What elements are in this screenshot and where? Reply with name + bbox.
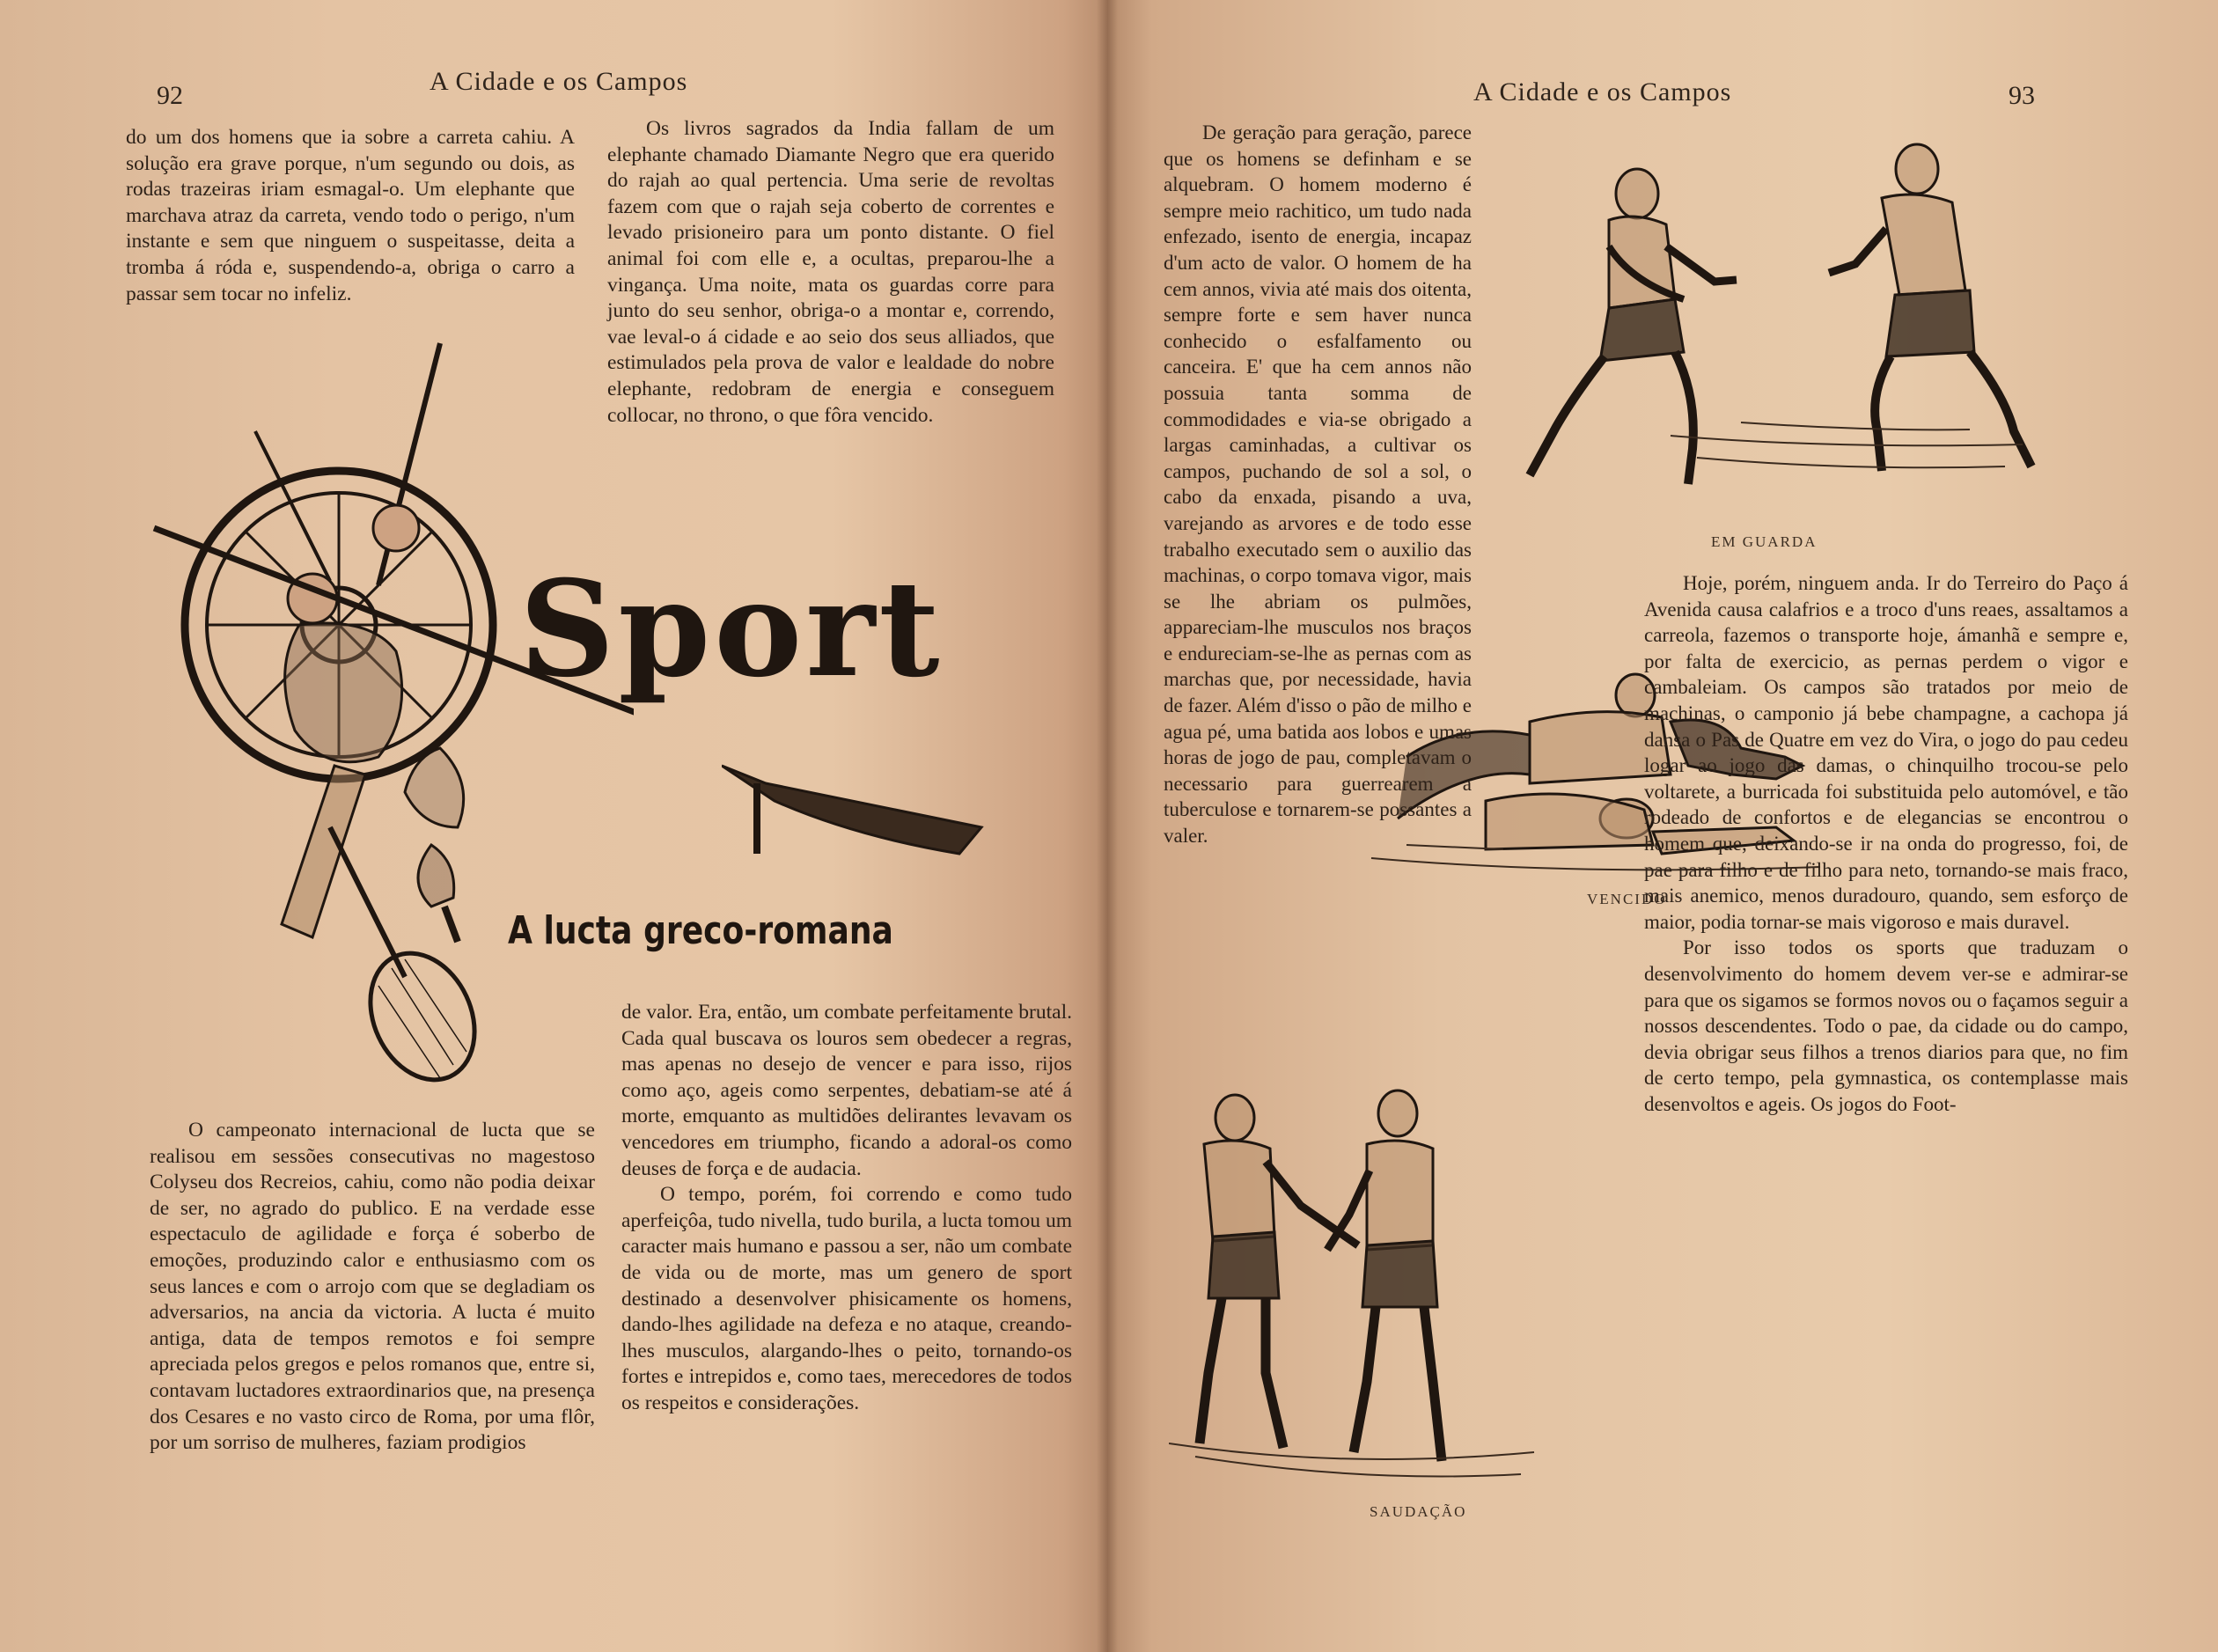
left-col1-bottom [150, 1118, 595, 1457]
wrestlers-en-garde-illustration [1477, 132, 2040, 502]
paragraph: De geração para geração, parece que os homens se definham e se alquebram. O homem moderno é sempre meio rachitico, um tudo nada enfezado, isento de energia, incapaz d'um acto de valor. O homem de ha cem annos, vivia até mais dos oitenta, sempre forte e sem haver nunca conhecido o esfalfamento ou canceira. E' que ha cem annos não possuia tanta somma de commodidades e via-se obrigado a largas caminhadas, a cultivar os campos, puchando de sol a sol, o cabo da enxada, pisando a uva, varejando as arvores e de todo esse trabalho executado sem o auxilio das machinas, o corpo tomava vigor, mais se lhe abriam os pulmões, appareciam-lhe musculos nos braços e endureciam-se-lhe as pernas com as marchas que, por necessidade, havia de fazer. Além d'isso o pão de milho e agua pé, uma batida aos lobos e umas horas de jogo de pau, completavam o necessario para guerrearem a tuberculose e tornarem-se possantes a valer. [1164, 121, 1472, 848]
right-col2 [1644, 570, 2128, 1117]
paragraph: Os livros sagrados da India fallam de um elephante chamado Diamante Negro que era querido do rajah ao qual pertencia. Uma serie de revoltas fazem com que o rajah seja coberto de correntes e levado prisioneiro para um ponto distante. O fiel animal foi com elle e, a ocultas, preparou-lhe a vingança. Uma noite, mata os guardas corre para junto do seu senhor, obriga-o a montar e, correndo, vae leval-o á cidade e ao seio dos seus alliados, que estimulados pela prova de valor e lealdade do nobre elephante, redobram de energia e conseguem collocar, no throno, o que fôra vencido. [607, 117, 1054, 427]
left-col2-top [607, 116, 1054, 429]
left-col2-bottom [621, 1000, 1072, 1417]
paragraph: do um dos homens que ia sobre a carreta cahiu. A solução era grave porque, n'um segundo ou dois, as rodas trazeiras iriam esmagal-o. Um elephante que marchava atraz da carreta, vendo todo o perigo, n'um instante e sem que ninguem o suspeitasse, deita a tromba á róda e, suspendendo-a, obriga o carro a passar sem tocar no infeliz. [126, 126, 575, 305]
paragraph: O tempo, porém, foi correndo e como tudo aperfeiçôa, tudo nivella, tudo burila, a lucta tomou um caracter mais humano e passou a ser, não um combate de vida ou de morte, mas um genero de sport destinado a desenvolver phisicamente os homens, dando-lhes agilidade na defeza e no ataque, creando-lhes musculos, alargando-lhes o peito, tornando-os fortes e intrepidos e, como taes, merecedores de todos os respeitos e considerações. [621, 1183, 1072, 1414]
right-page [1107, 0, 2218, 1652]
page-number-left: 92 [157, 81, 183, 110]
right-col1-top [1164, 120, 1472, 849]
page-number-right: 93 [2009, 81, 2035, 110]
paragraph: de valor. Era, então, um combate perfeitamente brutal. Cada qual buscava os louros sem obedecer a regras, mas apenas no desejo de vencer e para isso, rijos como aço, ageis como serpentes, debatiam-se até á morte, emquanto as multidões delirantes levavam os vencedores em triumpho, ficando a adoral-os como deuses de força e de audacia. [621, 1001, 1072, 1180]
paragraph: O campeonato internacional de lucta que se realisou em sessões consecutivas no magestoso Colyseu dos Recreios, cahiu, como não podia deixar de ser, no agrado do publico. E na verdade esse espectaculo de agilidade e força é soberbo de emoções, produzindo calor e enthusiasmo com os seus lances e com o arrojo com que se degladiam os adversarios, na ancia da victoria. A lucta é muito antiga, data de tempos remotos e foi sempre apreciada pelos gregos e pelos romanos que, entre si, contavam luctadores extraordinarios que, na presença dos Cesares e no vasto circo de Roma, por uma flôr, por um sorriso de mulheres, faziam prodigios [150, 1119, 595, 1455]
section-subtitle: A lucta greco-romana [508, 908, 893, 953]
paragraph: Por isso todos os sports que traduzam o desenvolvimento do homem devem ver-se e admirar-se para que os sigamos se formos novos ou o façamos seguir a nossos descendentes. Todo o pae, da cidade ou do campo, devia obrigar seus filhos a trenos diarios para que, no fim de certo tempo, pela gymnastica, os contemplasse mais desenvoltos e ageis. Os jogos do Foot- [1644, 936, 2128, 1115]
left-col1-top [126, 125, 575, 307]
caption-saudacao: SAUDAÇÃO [1370, 1503, 1467, 1520]
paragraph: Hoje, porém, ninguem anda. Ir do Terreiro do Paço á Avenida causa calafrios e a troco d'uns reaes, assaltamos a carreola, fazemos o transporte hoje, ámanhã e sempre e, por falta de exercicio, as pernas perdem o vigor e cambaleiam. Os campos são tratados por meio de machinas, o camponio já bebe champagne, a cachopa já dansa o Pas de Quatre em vez do Vira, o jogo do pau cedeu logar ao jogo das damas, o chinquilho trocou-se pelo voltarete, a burricada foi substituida pelo automóvel, e tão rodeado de confortos e de elegancias se encontrou o homem que, deixando-se ir na onda do progresso, foi, de pae para filho e de filho para neto, tornando-se mais fraco, mais anemico, menos duradouro, quando, sem esforço de maior, podia tornar-se mais vigoroso e mais duravel. [1644, 572, 2128, 933]
sport-equipment-illustration [141, 334, 634, 1091]
left-page [0, 0, 1107, 1652]
wrestlers-handshake-illustration [1169, 1083, 1539, 1496]
running-head-left: A Cidade e os Campos [430, 67, 688, 96]
caption-em-guarda: EM GUARDA [1711, 533, 1818, 550]
section-title-sport: Sport [519, 552, 944, 707]
book-spine-fold [1097, 0, 1118, 1652]
oar-blade-illustration [722, 757, 986, 863]
running-head-right: A Cidade e os Campos [1473, 77, 1732, 106]
caption-vencido: VENCIDO [1587, 891, 1667, 907]
